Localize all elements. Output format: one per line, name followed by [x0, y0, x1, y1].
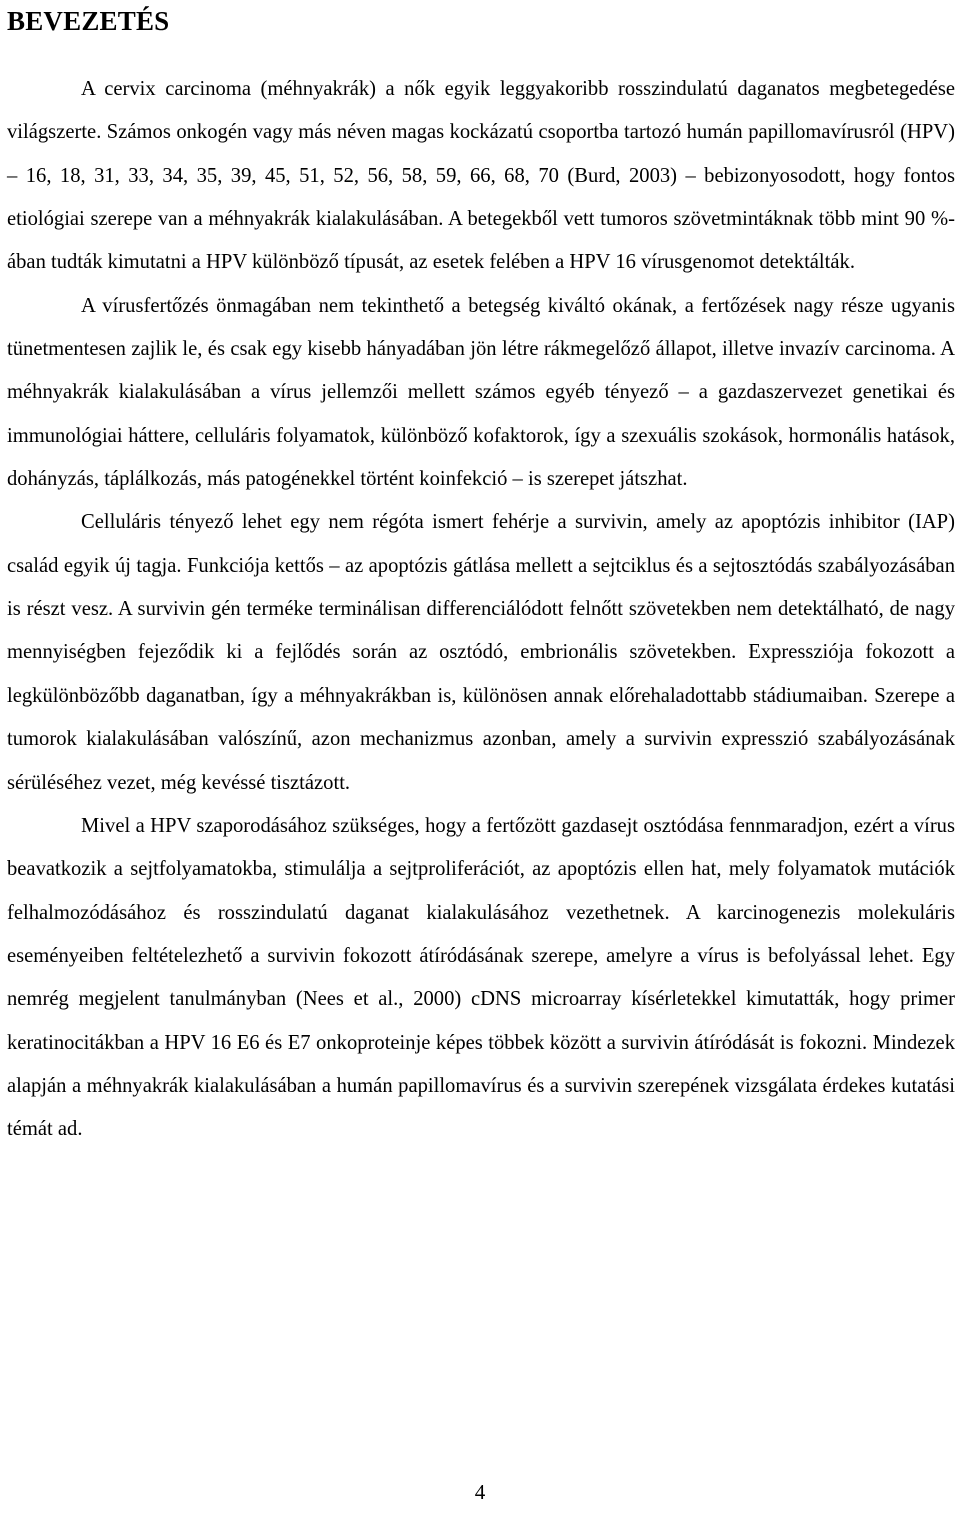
paragraph-4: Mivel a HPV szaporodásához szükséges, hogy a fertőzött gazdasejt osztódása fennmaradjon, ezért a vírus beavatkozik a sejtfolyamatokba, stimulálja a sejtproliferációt, az apoptózis ellen hat, mely folyamatok mutációk felhalmozódásához és rosszindulatú daganat kialakulásához vezethetnek. A karcinogenezis molekuláris eseményeiben feltételezhető a survivin fokozott átíródásának szerepe, amelyre a vírus is befolyással lehet. Egy nemrég megjelent tanulmányban (Nees et al., 2000) cDNS microarray kísérletekkel kimutatták, hogy primer keratinocitákban a HPV 16 E6 és E7 onkoproteinje képes többek között a survivin átíródását is fokozni. Mindezek alapján a méhnyakrák kialakulásában a humán papillomavírus és a survivin szerepének vizsgálata érdekes kutatási témát ad.	[7, 814, 955, 1141]
paragraph-2: A vírusfertőzés önmagában nem tekinthető a betegség kiváltó okának, a fertőzések nagy része ugyanis tünetmentesen zajlik le, és csak egy kisebb hányadában jön létre rákmegelőző állapot, illetve invazív carcinoma. A méhnyakrák kialakulásában a vírus jellemzői mellett számos egyéb tényező – a gazdaszervezet genetikai és immunológiai háttere, celluláris folyamatok, különböző kofaktorok, így a szexuális szokások, hormonális hatások, dohányzás, táplálkozás, más patogénekkel történt koinfekció – is szerepet játszhat.	[7, 294, 955, 491]
paragraph-1: A cervix carcinoma (méhnyakrák) a nők egyik leggyakoribb rosszindulatú daganatos megbetegedése világszerte. Számos onkogén vagy más néven magas kockázatú csoportba tartozó humán papillomavírusról (HPV) – 16, 18, 31, 33, 34, 35, 39, 45, 51, 52, 56, 58, 59, 66, 68, 70 (Burd, 2003) – bebizonyosodott, hogy fontos etiológiai szerepe van a méhnyakrák kialakulásában. A betegekből vett tumoros szövetmintáknak több mint 90 %-ában tudták kimutatni a HPV különböző típusát, az esetek felében a HPV 16 vírusgenomot detektálták.	[7, 78, 955, 274]
body-text	[7, 68, 955, 1152]
paragraph-3: Celluláris tényező lehet egy nem régóta ismert fehérje a survivin, amely az apoptózis inhibitor (IAP) család egyik új tagja. Funkciója kettős – az apoptózis gátlása mellett a sejtciklus és a sejtosztódás szabályozásában is részt vesz. A survivin gén terméke terminálisan differenciálódott felnőtt szövetekben nem detektálható, de nagy mennyiségben fejeződik ki a fejlődés során az osztódó, embrionális szövetekben. Expressziója fokozott a legkülönbözőbb daganatban, így a méhnyakrákban is, különösen annak előrehaladottabb stádiumaiban. Szerepe a tumorok kialakulásában valószínű, azon mechanizmus azonban, amely a survivin expresszió szabályozásának sérüléséhez vezet, még kevéssé tisztázott.	[7, 511, 955, 794]
page-number: 4	[474, 1480, 486, 1504]
section-heading: BEVEZETÉS	[7, 6, 170, 36]
